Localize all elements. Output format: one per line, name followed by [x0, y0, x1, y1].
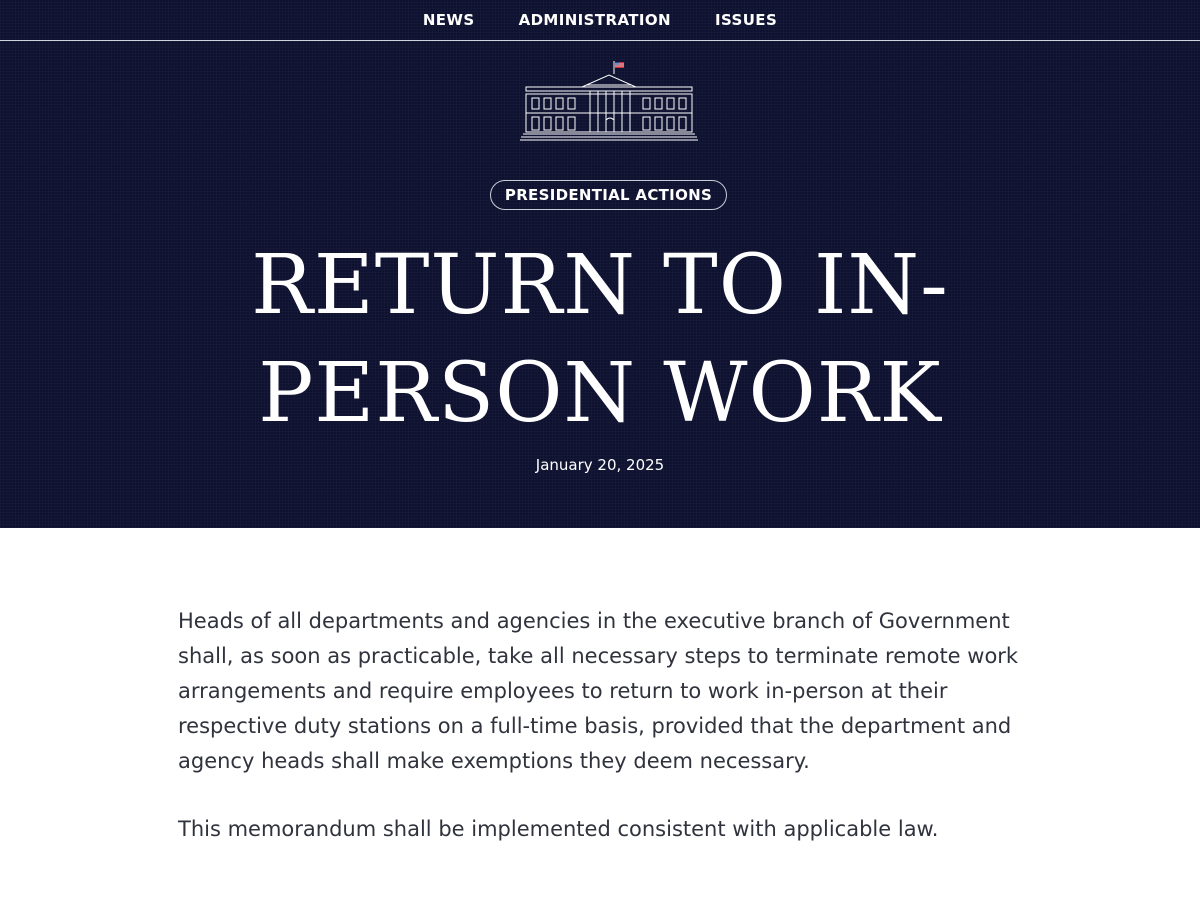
category-badge[interactable]: PRESIDENTIAL ACTIONS: [490, 180, 727, 210]
page-title: [0, 232, 1200, 448]
article-body: [178, 604, 1058, 880]
page-title-line-1: RETURN TO IN-: [251, 238, 949, 333]
nav-issues-link[interactable]: ISSUES: [715, 11, 778, 29]
page-title-line-2: PERSON WORK: [258, 346, 942, 441]
white-house-logo-link[interactable]: [520, 58, 698, 142]
nav-administration-link[interactable]: ADMINISTRATION: [518, 11, 672, 29]
article-paragraph: Heads of all departments and agencies in the executive branch of Government shall, as soon as practicable, take all necessary steps to terminate remote work arrangements and require employees to return to work in-person at their respective duty stations on a full-time basis, provided that the department and agency heads shall make exemptions they deem necessary.: [178, 609, 1019, 773]
publish-date: January 20, 2025: [535, 456, 665, 474]
nav-news-link[interactable]: NEWS: [422, 11, 475, 29]
top-navigation: [0, 0, 1200, 41]
white-house-icon: [520, 58, 698, 142]
article-paragraph: This memorandum shall be implemented consistent with applicable law.: [178, 817, 939, 841]
